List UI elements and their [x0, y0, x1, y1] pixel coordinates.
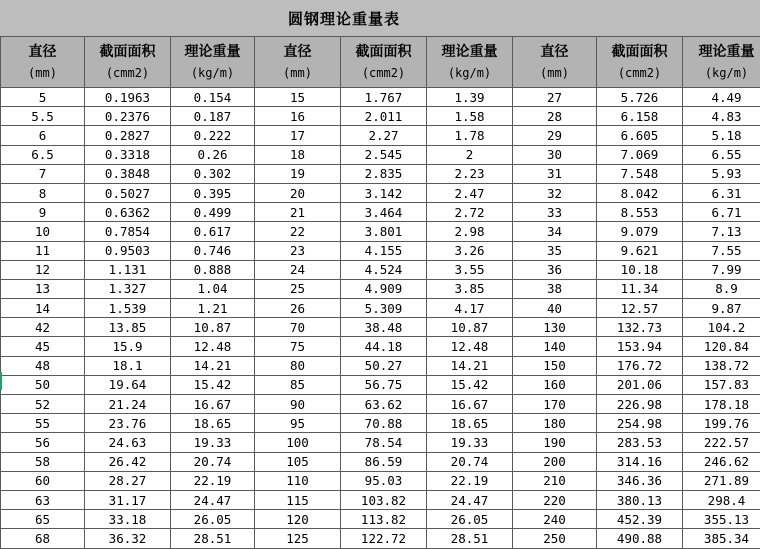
- table-cell[interactable]: 1.767: [341, 88, 427, 107]
- column-header-unit: (mm): [513, 65, 596, 81]
- table-cell[interactable]: 2.23: [427, 164, 513, 183]
- table-cell[interactable]: 1.131: [85, 260, 171, 279]
- table-cell[interactable]: 78.54: [341, 433, 427, 452]
- table-cell[interactable]: 36: [513, 260, 597, 279]
- table-body: [1, 88, 760, 549]
- table-cell[interactable]: 0.3318: [85, 145, 171, 164]
- column-header[interactable]: [597, 37, 683, 88]
- table-cell[interactable]: 70.88: [341, 414, 427, 433]
- table-cell[interactable]: 19.64: [85, 375, 171, 394]
- table-cell[interactable]: 298.4: [683, 490, 760, 509]
- table-cell[interactable]: 33: [513, 203, 597, 222]
- table-cell[interactable]: 4.17: [427, 299, 513, 318]
- table-cell[interactable]: 104.2: [683, 318, 760, 337]
- table-row: [1, 279, 760, 298]
- table-cell[interactable]: 1.21: [171, 299, 255, 318]
- table-cell[interactable]: 2.011: [341, 107, 427, 126]
- table-cell[interactable]: 9.87: [683, 299, 760, 318]
- table-row: [1, 356, 760, 375]
- column-header-name: 截面面积: [597, 43, 682, 61]
- table-cell[interactable]: 0.888: [171, 260, 255, 279]
- column-header[interactable]: [683, 37, 760, 88]
- table-cell[interactable]: 16.67: [171, 395, 255, 414]
- table-cell[interactable]: 0.395: [171, 183, 255, 202]
- table-cell[interactable]: 20: [255, 183, 341, 202]
- table-cell[interactable]: 12.48: [171, 337, 255, 356]
- table-cell[interactable]: 7.069: [597, 145, 683, 164]
- table-cell[interactable]: 16: [255, 107, 341, 126]
- table-cell[interactable]: 283.53: [597, 433, 683, 452]
- table-cell[interactable]: 271.89: [683, 471, 760, 490]
- table-cell[interactable]: 132.73: [597, 318, 683, 337]
- column-header-name: 直径: [1, 43, 84, 61]
- table-cell[interactable]: 7.99: [683, 260, 760, 279]
- table-cell[interactable]: 68: [1, 529, 85, 548]
- table-cell[interactable]: 24: [255, 260, 341, 279]
- table-cell[interactable]: 380.13: [597, 490, 683, 509]
- table-cell[interactable]: 200: [513, 452, 597, 471]
- table-cell[interactable]: 150: [513, 356, 597, 375]
- table-cell[interactable]: 24.47: [171, 490, 255, 509]
- table-cell[interactable]: 490.88: [597, 529, 683, 548]
- table-cell[interactable]: 31: [513, 164, 597, 183]
- table-cell[interactable]: 176.72: [597, 356, 683, 375]
- table-cell[interactable]: 10: [1, 222, 85, 241]
- table-cell[interactable]: 22: [255, 222, 341, 241]
- table-cell[interactable]: 115: [255, 490, 341, 509]
- table-cell[interactable]: 19: [255, 164, 341, 183]
- table-cell[interactable]: 58: [1, 452, 85, 471]
- table-cell[interactable]: 60: [1, 471, 85, 490]
- table-cell[interactable]: 25: [255, 279, 341, 298]
- table-cell[interactable]: 153.94: [597, 337, 683, 356]
- table-cell[interactable]: 56.75: [341, 375, 427, 394]
- column-header-unit: (kg/m): [683, 65, 760, 81]
- table-cell[interactable]: 220: [513, 490, 597, 509]
- table-cell[interactable]: 28: [513, 107, 597, 126]
- table-cell[interactable]: 199.76: [683, 414, 760, 433]
- table-cell[interactable]: 6.5: [1, 145, 85, 164]
- table-cell[interactable]: 9.621: [597, 241, 683, 260]
- table-cell[interactable]: 75: [255, 337, 341, 356]
- table-cell[interactable]: 4.49: [683, 88, 760, 107]
- table-cell[interactable]: 6.605: [597, 126, 683, 145]
- table-cell[interactable]: 85: [255, 375, 341, 394]
- table-cell[interactable]: 65: [1, 510, 85, 529]
- table-cell[interactable]: 28.27: [85, 471, 171, 490]
- table-cell[interactable]: 100: [255, 433, 341, 452]
- table-cell[interactable]: 45: [1, 337, 85, 356]
- table-cell[interactable]: 254.98: [597, 414, 683, 433]
- column-header-unit: (cmm2): [341, 65, 426, 81]
- table-row: [1, 337, 760, 356]
- table-cell[interactable]: 5.309: [341, 299, 427, 318]
- table-cell[interactable]: 40: [513, 299, 597, 318]
- table-cell[interactable]: 138.72: [683, 356, 760, 375]
- table-cell[interactable]: 226.98: [597, 395, 683, 414]
- table-cell[interactable]: 86.59: [341, 452, 427, 471]
- table-cell[interactable]: 240: [513, 510, 597, 529]
- table-cell[interactable]: 7.548: [597, 164, 683, 183]
- table-cell[interactable]: 4.524: [341, 260, 427, 279]
- table-cell[interactable]: 23: [255, 241, 341, 260]
- column-header-name: 截面面积: [85, 43, 170, 61]
- weight-table: [0, 36, 760, 549]
- table-cell[interactable]: 80: [255, 356, 341, 375]
- table-cell[interactable]: 21.24: [85, 395, 171, 414]
- table-cell[interactable]: 0.5027: [85, 183, 171, 202]
- table-cell[interactable]: 7.55: [683, 241, 760, 260]
- table-cell[interactable]: 95: [255, 414, 341, 433]
- table-cell[interactable]: 178.18: [683, 395, 760, 414]
- table-cell[interactable]: 18.65: [171, 414, 255, 433]
- table-cell[interactable]: 50.27: [341, 356, 427, 375]
- table-cell[interactable]: 0.26: [171, 145, 255, 164]
- table-cell[interactable]: 103.82: [341, 490, 427, 509]
- table-row: [1, 164, 760, 183]
- table-cell[interactable]: 1.39: [427, 88, 513, 107]
- column-header-name: 截面面积: [341, 43, 426, 61]
- table-cell[interactable]: 12: [1, 260, 85, 279]
- table-cell[interactable]: 95.03: [341, 471, 427, 490]
- table-cell[interactable]: 0.617: [171, 222, 255, 241]
- column-header[interactable]: [427, 37, 513, 88]
- table-cell[interactable]: 5.726: [597, 88, 683, 107]
- table-cell[interactable]: 5.18: [683, 126, 760, 145]
- table-cell[interactable]: 19.33: [427, 433, 513, 452]
- table-cell[interactable]: 0.1963: [85, 88, 171, 107]
- table-cell[interactable]: 55: [1, 414, 85, 433]
- table-cell[interactable]: 160: [513, 375, 597, 394]
- table-cell[interactable]: 3.142: [341, 183, 427, 202]
- table-cell[interactable]: 44.18: [341, 337, 427, 356]
- column-header-unit: (mm): [1, 65, 84, 81]
- table-cell[interactable]: 8.9: [683, 279, 760, 298]
- table-row: [1, 529, 760, 548]
- table-cell[interactable]: 63: [1, 490, 85, 509]
- table-cell[interactable]: 314.16: [597, 452, 683, 471]
- table-cell[interactable]: 26.42: [85, 452, 171, 471]
- table-cell[interactable]: 30: [513, 145, 597, 164]
- table-cell[interactable]: 201.06: [597, 375, 683, 394]
- table-cell[interactable]: 15.9: [85, 337, 171, 356]
- table-cell[interactable]: 38: [513, 279, 597, 298]
- table-cell[interactable]: 20.74: [171, 452, 255, 471]
- table-cell[interactable]: 11: [1, 241, 85, 260]
- active-cell-marker: [0, 372, 2, 390]
- table-cell[interactable]: 29: [513, 126, 597, 145]
- table-cell[interactable]: 50: [1, 375, 85, 394]
- table-row: [1, 395, 760, 414]
- table-cell[interactable]: 113.82: [341, 510, 427, 529]
- table-cell[interactable]: 105: [255, 452, 341, 471]
- table-row: [1, 490, 760, 509]
- table-cell[interactable]: 1.58: [427, 107, 513, 126]
- column-header-name: 理论重量: [683, 43, 760, 61]
- table-cell[interactable]: 27: [513, 88, 597, 107]
- table-cell[interactable]: 346.36: [597, 471, 683, 490]
- table-cell[interactable]: 32: [513, 183, 597, 202]
- sheet-title: 圆钢理论重量表: [288, 8, 400, 29]
- table-cell[interactable]: 5.93: [683, 164, 760, 183]
- table-cell[interactable]: 31.17: [85, 490, 171, 509]
- table-cell[interactable]: 0.2376: [85, 107, 171, 126]
- title-bar: [0, 0, 760, 37]
- table-cell[interactable]: 28.51: [427, 529, 513, 548]
- table-cell[interactable]: 180: [513, 414, 597, 433]
- table-cell[interactable]: 2.545: [341, 145, 427, 164]
- table-cell[interactable]: 2: [427, 145, 513, 164]
- table-cell[interactable]: 35: [513, 241, 597, 260]
- column-header[interactable]: [341, 37, 427, 88]
- table-cell[interactable]: 15.42: [171, 375, 255, 394]
- table-cell[interactable]: 13.85: [85, 318, 171, 337]
- column-header-name: 理论重量: [427, 43, 512, 61]
- table-cell[interactable]: 36.32: [85, 529, 171, 548]
- table-cell[interactable]: 6: [1, 126, 85, 145]
- table-cell[interactable]: 2.47: [427, 183, 513, 202]
- table-cell[interactable]: 19.33: [171, 433, 255, 452]
- table-cell[interactable]: 33.18: [85, 510, 171, 529]
- table-row: [1, 452, 760, 471]
- table-cell[interactable]: 52: [1, 395, 85, 414]
- table-cell[interactable]: 2.72: [427, 203, 513, 222]
- table-cell[interactable]: 10.18: [597, 260, 683, 279]
- table-row: [1, 318, 760, 337]
- table-cell[interactable]: 5: [1, 88, 85, 107]
- table-cell[interactable]: 250: [513, 529, 597, 548]
- table-cell[interactable]: 13: [1, 279, 85, 298]
- table-row: [1, 471, 760, 490]
- table-cell[interactable]: 6.55: [683, 145, 760, 164]
- table-cell[interactable]: 7.13: [683, 222, 760, 241]
- column-header-unit: (cmm2): [597, 65, 682, 81]
- table-cell[interactable]: 18: [255, 145, 341, 164]
- table-cell[interactable]: 190: [513, 433, 597, 452]
- table-cell[interactable]: 5.5: [1, 107, 85, 126]
- column-header-name: 直径: [255, 43, 340, 61]
- table-cell[interactable]: 20.74: [427, 452, 513, 471]
- table-cell[interactable]: 10.87: [171, 318, 255, 337]
- table-cell[interactable]: 8: [1, 183, 85, 202]
- table-cell[interactable]: 355.13: [683, 510, 760, 529]
- table-cell[interactable]: 1.04: [171, 279, 255, 298]
- column-header-unit: (mm): [255, 65, 340, 81]
- table-cell[interactable]: 452.39: [597, 510, 683, 529]
- table-cell[interactable]: 18.65: [427, 414, 513, 433]
- table-cell[interactable]: 2.835: [341, 164, 427, 183]
- table-cell[interactable]: 4.155: [341, 241, 427, 260]
- table-cell[interactable]: 56: [1, 433, 85, 452]
- table-cell[interactable]: 18.1: [85, 356, 171, 375]
- table-cell[interactable]: 15.42: [427, 375, 513, 394]
- column-header-unit: (cmm2): [85, 65, 170, 81]
- table-cell[interactable]: 125: [255, 529, 341, 548]
- column-header[interactable]: [85, 37, 171, 88]
- table-cell[interactable]: 3.85: [427, 279, 513, 298]
- table-cell[interactable]: 63.62: [341, 395, 427, 414]
- table-cell[interactable]: 9.079: [597, 222, 683, 241]
- table-cell[interactable]: 157.83: [683, 375, 760, 394]
- table-row: [1, 222, 760, 241]
- table-cell[interactable]: 26.05: [427, 510, 513, 529]
- table-cell[interactable]: 23.76: [85, 414, 171, 433]
- table-row: [1, 433, 760, 452]
- table-row: [1, 260, 760, 279]
- table-cell[interactable]: 22.19: [427, 471, 513, 490]
- table-cell[interactable]: 6.31: [683, 183, 760, 202]
- table-cell[interactable]: 4.83: [683, 107, 760, 126]
- table-cell[interactable]: 246.62: [683, 452, 760, 471]
- table-cell[interactable]: 222.57: [683, 433, 760, 452]
- table-cell[interactable]: 17: [255, 126, 341, 145]
- table-row: [1, 203, 760, 222]
- table-row: [1, 107, 760, 126]
- table-cell[interactable]: 0.499: [171, 203, 255, 222]
- table-cell[interactable]: 1.78: [427, 126, 513, 145]
- table-cell[interactable]: 22.19: [171, 471, 255, 490]
- table-cell[interactable]: 4.909: [341, 279, 427, 298]
- table-cell[interactable]: 14.21: [171, 356, 255, 375]
- table-cell[interactable]: 0.187: [171, 107, 255, 126]
- table-cell[interactable]: 16.67: [427, 395, 513, 414]
- table-row: [1, 414, 760, 433]
- header-row: [1, 37, 760, 88]
- table-cell[interactable]: 90: [255, 395, 341, 414]
- table-cell[interactable]: 12.48: [427, 337, 513, 356]
- table-cell[interactable]: 14.21: [427, 356, 513, 375]
- column-header[interactable]: [255, 37, 341, 88]
- table-cell[interactable]: 26.05: [171, 510, 255, 529]
- table-cell[interactable]: 21: [255, 203, 341, 222]
- table-cell[interactable]: 11.34: [597, 279, 683, 298]
- table-cell[interactable]: 26: [255, 299, 341, 318]
- table-cell[interactable]: 28.51: [171, 529, 255, 548]
- table-row: [1, 299, 760, 318]
- table-row: [1, 88, 760, 107]
- table-cell[interactable]: 0.2827: [85, 126, 171, 145]
- column-header[interactable]: [1, 37, 85, 88]
- column-header-unit: (kg/m): [171, 65, 254, 81]
- table-cell[interactable]: 0.6362: [85, 203, 171, 222]
- table-cell[interactable]: 15: [255, 88, 341, 107]
- table-row: [1, 145, 760, 164]
- table-cell[interactable]: 7: [1, 164, 85, 183]
- table-cell[interactable]: 2.27: [341, 126, 427, 145]
- table-cell[interactable]: 70: [255, 318, 341, 337]
- table-cell[interactable]: 0.3848: [85, 164, 171, 183]
- table-cell[interactable]: 6.71: [683, 203, 760, 222]
- table-cell[interactable]: 24.47: [427, 490, 513, 509]
- table-cell[interactable]: 210: [513, 471, 597, 490]
- table-cell[interactable]: 0.7854: [85, 222, 171, 241]
- column-header[interactable]: [171, 37, 255, 88]
- table-cell[interactable]: 12.57: [597, 299, 683, 318]
- column-header-name: 理论重量: [171, 43, 254, 61]
- table-cell[interactable]: 0.9503: [85, 241, 171, 260]
- table-cell[interactable]: 3.801: [341, 222, 427, 241]
- table-row: [1, 183, 760, 202]
- table-cell[interactable]: 0.746: [171, 241, 255, 260]
- table-cell[interactable]: 34: [513, 222, 597, 241]
- column-header[interactable]: [513, 37, 597, 88]
- table-cell[interactable]: 38.48: [341, 318, 427, 337]
- table-cell[interactable]: 385.34: [683, 529, 760, 548]
- table-cell[interactable]: 122.72: [341, 529, 427, 548]
- table-cell[interactable]: 0.154: [171, 88, 255, 107]
- table-row: [1, 241, 760, 260]
- table-cell[interactable]: 120.84: [683, 337, 760, 356]
- table-cell[interactable]: 6.158: [597, 107, 683, 126]
- table-cell[interactable]: 42: [1, 318, 85, 337]
- table-cell[interactable]: 0.222: [171, 126, 255, 145]
- table-cell[interactable]: 1.327: [85, 279, 171, 298]
- table-cell[interactable]: 0.302: [171, 164, 255, 183]
- table-cell[interactable]: 10.87: [427, 318, 513, 337]
- table-cell[interactable]: 170: [513, 395, 597, 414]
- table-row: [1, 510, 760, 529]
- table-cell[interactable]: 130: [513, 318, 597, 337]
- table-cell[interactable]: 120: [255, 510, 341, 529]
- table-cell[interactable]: 1.539: [85, 299, 171, 318]
- table-cell[interactable]: 140: [513, 337, 597, 356]
- table-cell[interactable]: 2.98: [427, 222, 513, 241]
- table-cell[interactable]: 24.63: [85, 433, 171, 452]
- column-header-name: 直径: [513, 43, 596, 61]
- table-cell[interactable]: 3.26: [427, 241, 513, 260]
- table-cell[interactable]: 3.55: [427, 260, 513, 279]
- table-cell[interactable]: 9: [1, 203, 85, 222]
- column-header-unit: (kg/m): [427, 65, 512, 81]
- table-cell[interactable]: 3.464: [341, 203, 427, 222]
- table-row: [1, 375, 760, 394]
- table-cell[interactable]: 48: [1, 356, 85, 375]
- table-cell[interactable]: 8.553: [597, 203, 683, 222]
- table-row: [1, 126, 760, 145]
- table-cell[interactable]: 110: [255, 471, 341, 490]
- table-cell[interactable]: 14: [1, 299, 85, 318]
- table-cell[interactable]: 8.042: [597, 183, 683, 202]
